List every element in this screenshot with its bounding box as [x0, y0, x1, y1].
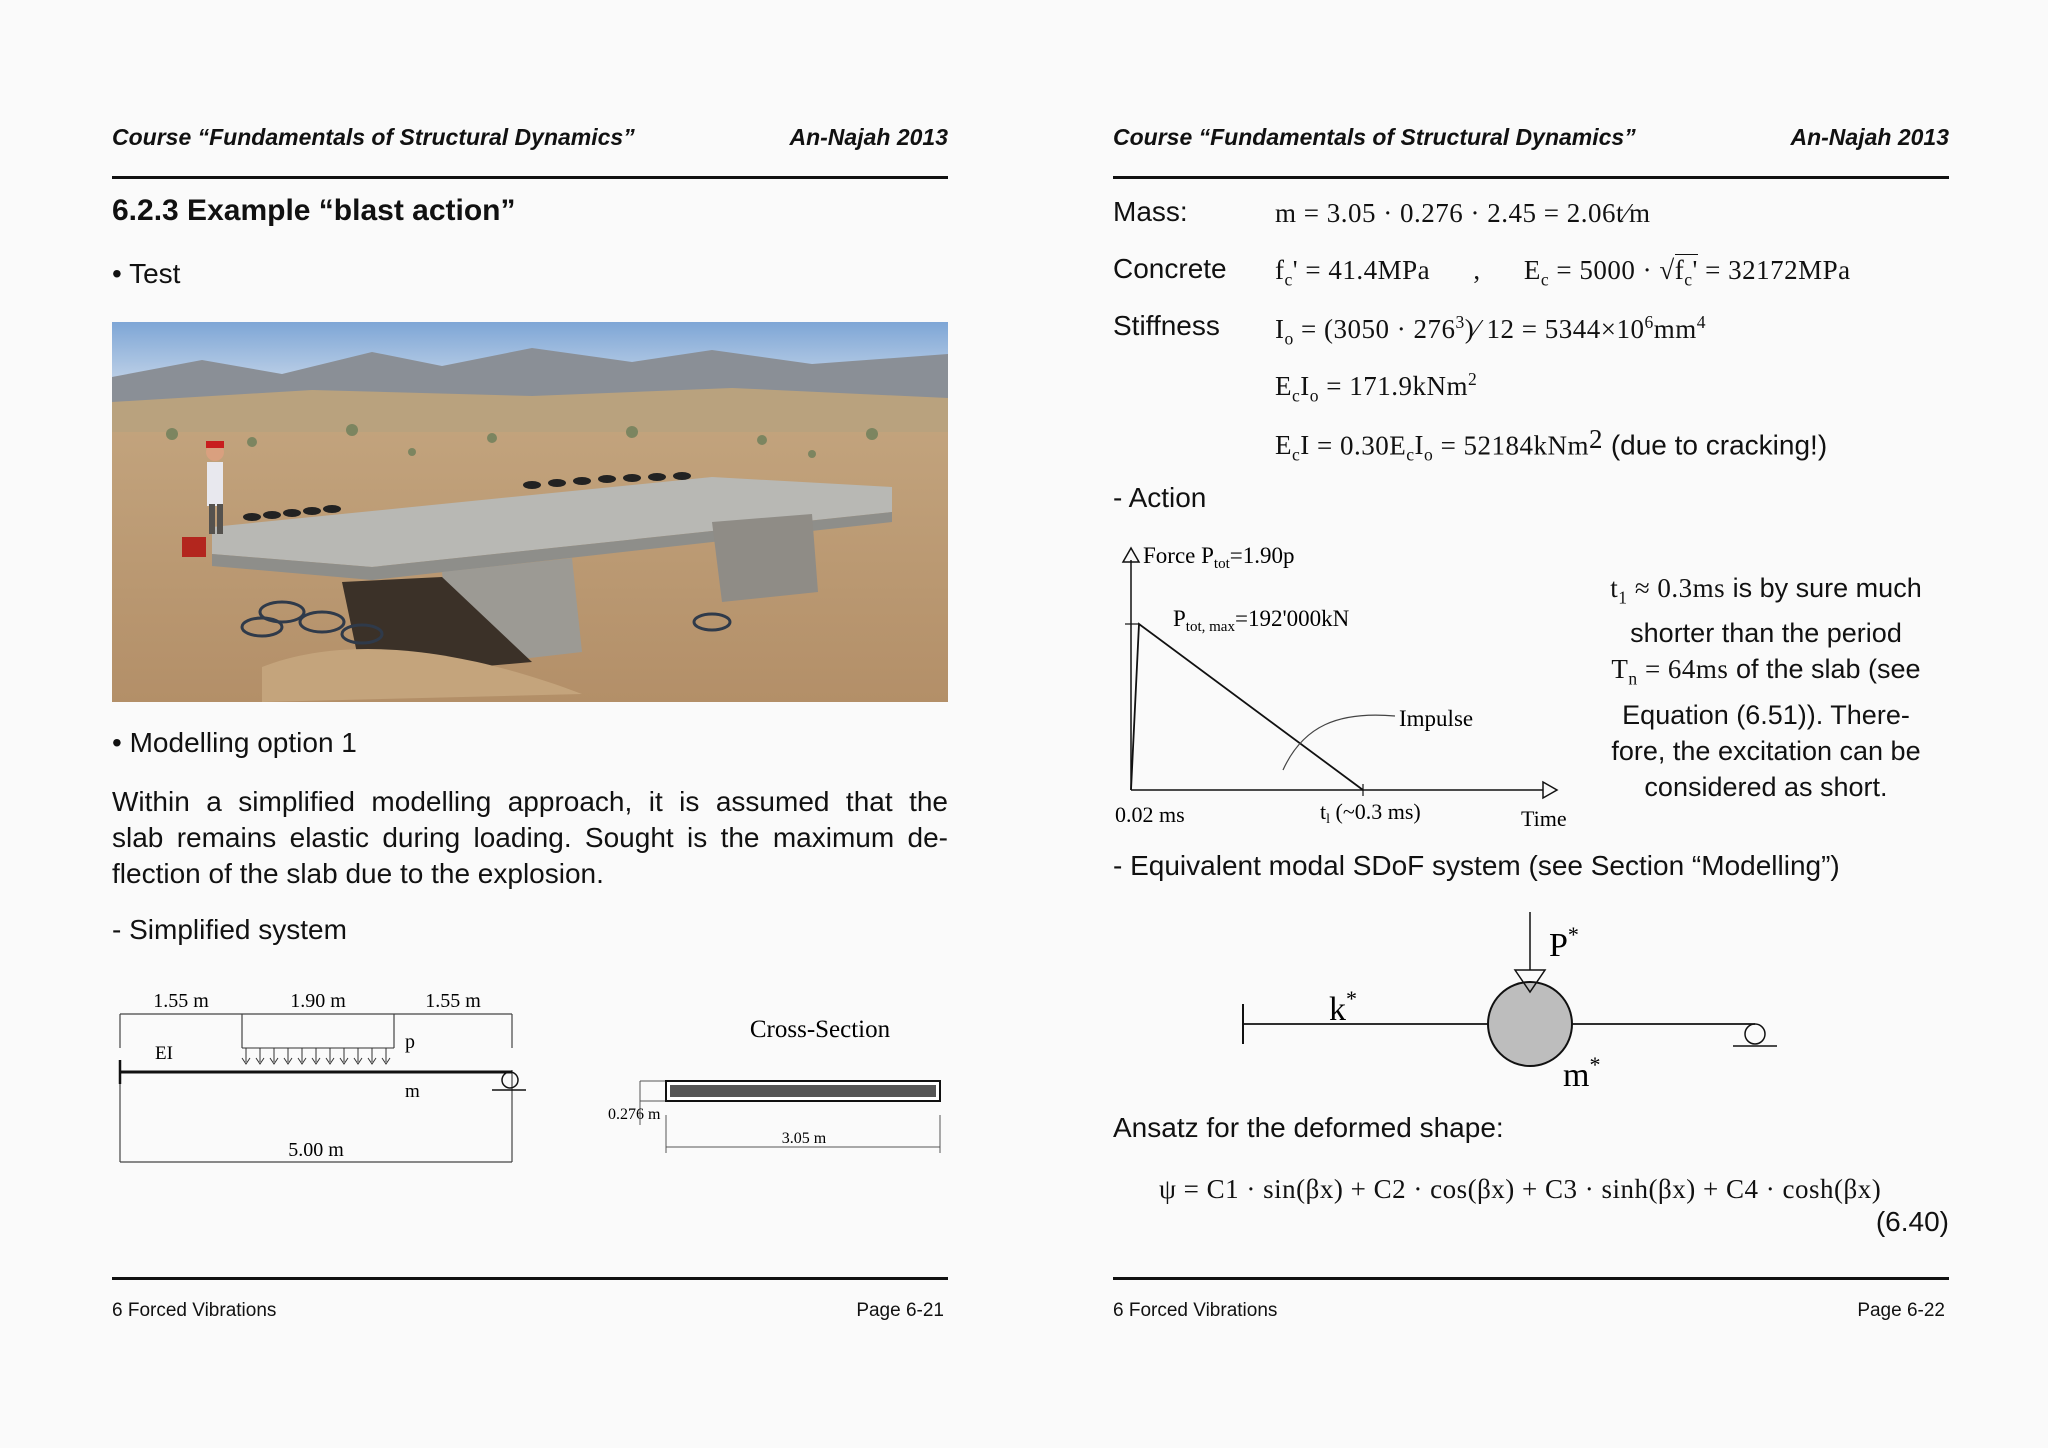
ec-value: = 32172MPa	[1697, 255, 1851, 285]
modelling-paragraph	[112, 784, 948, 892]
io-unit: mm	[1653, 314, 1697, 344]
mass-label: Mass:	[1113, 196, 1188, 227]
io-rest: )⁄ 12 = 5344×10	[1464, 314, 1645, 344]
note-line-1: $t_1 \approx 0.3ms$ is by sure much	[1610, 573, 1922, 608]
roller-support	[492, 1072, 526, 1090]
time-axis-label: Time	[1521, 806, 1567, 831]
ec-symbol: $E_c$	[1523, 255, 1550, 290]
bullet-dot: •	[112, 727, 130, 758]
header-institution: An-Najah 2013	[1790, 124, 1949, 150]
beam-span-label: 5.00 m	[288, 1139, 344, 1161]
dash-marker: -	[112, 914, 130, 945]
paragraph-line: slab remains elastic during loading. Sought is the maximum de-	[112, 822, 948, 853]
beam-ei-label: EI	[155, 1043, 173, 1064]
peak-force-label: $P_{tot, max}=192'000kN$	[1173, 606, 1350, 635]
dash-marker: -	[1113, 482, 1129, 513]
dash-simplified-system	[112, 914, 347, 946]
cross-section-height: 0.276 m	[608, 1106, 661, 1123]
io-exp3: 4	[1696, 312, 1707, 332]
equation-number: (6.40)	[1875, 1206, 1949, 1237]
photo-illustration	[112, 322, 948, 702]
short-excitation-note	[1583, 570, 1949, 805]
ecr-symbol: $E_cI$	[1275, 430, 1310, 465]
sdof-k-label: k*	[1329, 986, 1357, 1028]
footer-rule	[112, 1277, 948, 1280]
sdof-p-label: P*	[1549, 922, 1579, 964]
bullet-test-label: Test	[129, 258, 181, 289]
dash-action-label: Action	[1128, 482, 1207, 513]
tn-symbol: $T_n = 64ms$	[1611, 654, 1729, 689]
inertia-equation	[1275, 312, 1706, 349]
t1-symbol: $t_1 \approx 0.3ms$	[1610, 573, 1726, 608]
header-course-title: Course “Fundamentals of Structural Dynamics”	[112, 124, 635, 150]
ecr-equation: $E_cI = 0.30E_cI_o = 52184kNm^2$ (due to cracking!)	[1275, 424, 1828, 465]
blast-test-photo	[112, 322, 948, 702]
io-exp2: 6	[1644, 312, 1654, 332]
ecr-exp: 2	[1589, 424, 1604, 454]
footer-rule	[1113, 1277, 1949, 1280]
dash-simplified-label: Simplified system	[129, 914, 347, 945]
t-start-label: 0.02 ms	[1115, 802, 1185, 827]
ec-mid: = 5000 ·	[1549, 255, 1660, 285]
sdof-diagram	[1233, 900, 1833, 1100]
force-axis-label: Force $P_{tot}=1.90p$	[1143, 543, 1295, 572]
beam-p-label: p	[405, 1031, 415, 1053]
header-course-title: Course “Fundamentals of Structural Dynamics”	[1113, 124, 1636, 150]
sdof-m-label: m*	[1563, 1052, 1601, 1094]
dash-sdof-label: Equivalent modal SDoF system (see Section “Modelling”)	[1130, 850, 1840, 881]
beam-dim-mid: 1.90 m	[290, 990, 346, 1012]
ecr-value: = 52184kNm	[1433, 430, 1590, 461]
time-axis-arrow	[1543, 782, 1557, 798]
bullet-modelling-label: Modelling option 1	[129, 727, 357, 758]
io-exp: 3	[1455, 312, 1465, 332]
force-pulse-curve	[1131, 624, 1363, 790]
bullet-test	[112, 258, 180, 290]
fc-value: = 41.4MPa	[1298, 255, 1431, 285]
eci-equation	[1275, 369, 1477, 406]
header-rule	[1113, 176, 1949, 179]
concrete-equation	[1275, 255, 1851, 290]
footer-chapter: 6 Forced Vibrations	[1113, 1300, 1278, 1321]
section-title: 6.2.3 Example “blast action”	[112, 194, 516, 227]
note-line-2: shorter than the period	[1630, 618, 1902, 649]
bullet-dot: •	[112, 258, 130, 289]
dash-marker: -	[1113, 850, 1131, 881]
note-line-6: considered as short.	[1644, 771, 1888, 802]
ecr-mid: = 0.30E	[1309, 430, 1407, 461]
sdof-roller-support	[1733, 1024, 1777, 1046]
sqrt-symbol: $√f_c'$	[1659, 255, 1698, 290]
force-time-diagram	[1113, 536, 1593, 836]
sdof-mass	[1488, 982, 1572, 1066]
slab-reinforcement	[670, 1085, 936, 1097]
cross-section-width: 3.05 m	[781, 1130, 827, 1147]
note-line-5: fore, the excitation can be	[1611, 735, 1921, 766]
concrete-label: Concrete	[1113, 253, 1227, 284]
beam-diagram	[112, 980, 532, 1170]
beam-dim-right: 1.55 m	[425, 990, 481, 1012]
header-rule	[112, 176, 948, 179]
io-mid: = (3050 · 276	[1293, 314, 1456, 344]
force-axis-arrow	[1123, 548, 1139, 562]
concrete-comma: ,	[1473, 255, 1481, 285]
mass-equation: m = 3.05 · 0.276 · 2.45 = 2.06t⁄m	[1275, 198, 1651, 228]
header-institution: An-Najah 2013	[789, 124, 948, 150]
eci-symbol: $E_cI_o$	[1275, 371, 1320, 406]
ecr-note: (due to cracking!)	[1603, 429, 1828, 461]
eci-value: = 171.9kNm	[1319, 371, 1469, 401]
dash-action	[1113, 482, 1206, 514]
dash-sdof	[1113, 850, 1840, 882]
beam-m-label: m	[405, 1081, 420, 1102]
distributed-load-arrows	[242, 1048, 394, 1064]
t-end-label: tl (~0.3 ms)	[1320, 799, 1421, 827]
left-page	[112, 0, 948, 1448]
note-line-3: $T_n = 64ms$ of the slab (see	[1611, 654, 1921, 689]
ansatz-text: Ansatz for the deformed shape:	[1113, 1112, 1504, 1143]
footer-page-number: Page 6-21	[856, 1300, 944, 1321]
right-page	[1113, 0, 1949, 1448]
cross-section-diagram	[606, 1005, 948, 1165]
paragraph-line: Within a simplified modelling approach, it is assumed that the	[112, 786, 948, 817]
note-line-4: Equation (6.51)). There-	[1622, 699, 1910, 730]
fc-symbol: $f_c'$	[1275, 255, 1299, 290]
impulse-label: Impulse	[1399, 706, 1474, 731]
deformed-shape-equation: ψ = C1 · sin(βx) + C2 · cos(βx) + C3 · sinh(βx) + C4 · cosh(βx)	[1159, 1174, 1882, 1204]
eci-exp: 2	[1468, 369, 1478, 389]
io-symbol: $I_o$	[1275, 314, 1294, 349]
bullet-modelling	[112, 727, 357, 759]
beam-dim-left: 1.55 m	[153, 990, 209, 1012]
paragraph-line: flection of the slab due to the explosion.	[112, 858, 604, 889]
cross-section-title: Cross-Section	[749, 1016, 891, 1043]
footer-page-number: Page 6-22	[1857, 1300, 1945, 1321]
footer-chapter: 6 Forced Vibrations	[112, 1300, 277, 1321]
stiffness-label: Stiffness	[1113, 310, 1220, 341]
